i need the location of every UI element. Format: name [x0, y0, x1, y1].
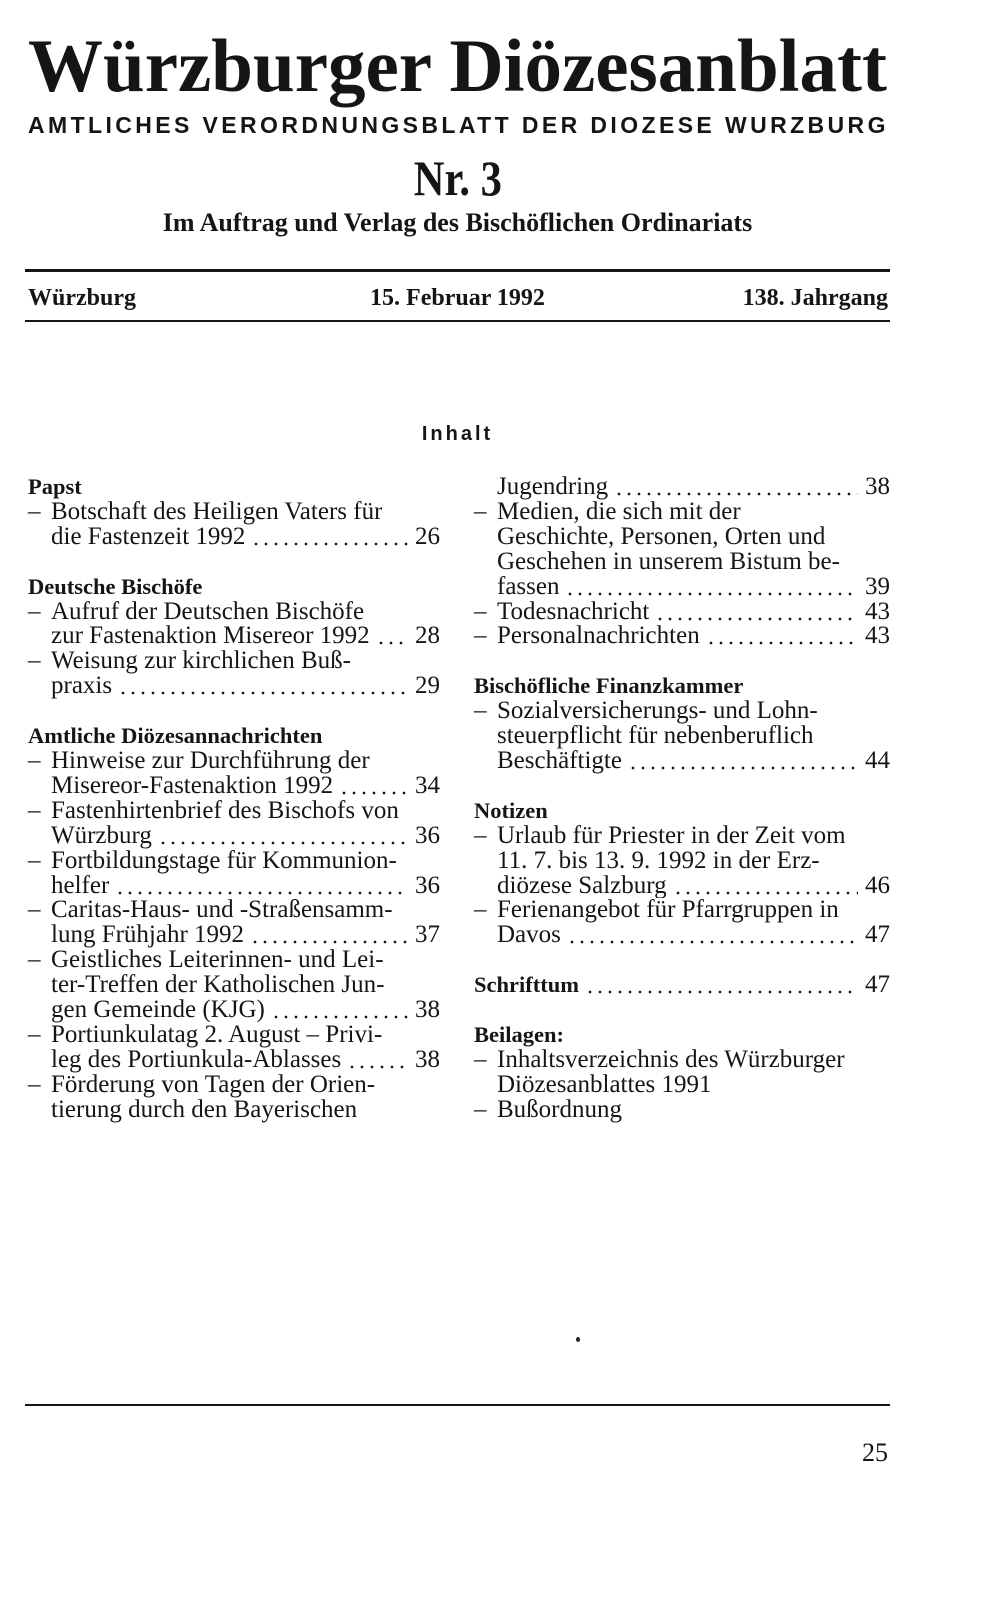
- dot-leader: [376, 624, 408, 649]
- toc-page-number: 28: [415, 622, 440, 650]
- toc-page-number: 46: [865, 871, 890, 899]
- toc-entry-line: [28, 674, 440, 699]
- toc-entry-line: [28, 846, 440, 874]
- toc-entry-line: [474, 746, 890, 774]
- dot-leader: [585, 973, 858, 998]
- toc-entry-text: zur Fastenaktion Misereor 1992: [51, 624, 370, 650]
- toc-entry-line: [474, 475, 890, 500]
- list-dash: –: [474, 896, 487, 924]
- toc-entry-text: Fortbildungstage für Kommunion-: [51, 848, 397, 874]
- toc-entry-text: Medien, die sich mit der: [497, 499, 741, 525]
- dateline-date: 15. Februar 1992: [370, 285, 545, 311]
- toc-entry-text: Geschichte, Personen, Orten und: [497, 524, 826, 550]
- toc-entry-line: [474, 923, 890, 948]
- toc-entry-text: Förderung von Tagen der Orien-: [51, 1072, 376, 1098]
- toc-page-number: 38: [415, 996, 440, 1024]
- toc-entry-line: [28, 898, 440, 923]
- list-dash: –: [474, 497, 487, 525]
- toc-entry-line: [474, 898, 890, 923]
- toc-entry-line: [28, 1098, 440, 1123]
- list-dash: –: [28, 497, 41, 525]
- header-rule-top: [25, 269, 890, 272]
- list-dash: –: [28, 846, 41, 874]
- toc-page-number: 44: [865, 746, 890, 774]
- toc-entry-text: leg des Portiunkula-Ablasses: [51, 1047, 342, 1073]
- toc-entry-line: [28, 973, 440, 998]
- toc-entry-text: fassen: [497, 574, 560, 600]
- toc-entry-text: Caritas-Haus- und -Straßensamm-: [51, 898, 393, 924]
- toc-entry-text: Inhaltsverzeichnis des Würzburger: [497, 1047, 845, 1073]
- dot-leader: [271, 998, 408, 1023]
- toc-entry-text: Geschehen in unserem Bistum be-: [497, 549, 840, 575]
- toc-entry-text: gen Gemeinde (KJG): [51, 998, 265, 1023]
- toc-entry-text: Jugendring: [497, 475, 609, 500]
- toc-section-heading: [474, 674, 890, 699]
- publication-subtitle: AMTLICHES VERORDNUNGSBLATT DER DIOZESE WURZBURG: [28, 112, 889, 138]
- dot-leader: [655, 600, 858, 625]
- toc-page-number: 29: [415, 672, 440, 700]
- toc-entry-line: [474, 1095, 890, 1123]
- toc-entry-text: Portiunkulatag 2. August – Privi-: [51, 1022, 383, 1048]
- toc-page-number: 43: [865, 622, 890, 650]
- toc-entry-line: [474, 849, 890, 874]
- toc-entry-line: [28, 497, 440, 525]
- dot-leader: [706, 624, 858, 649]
- toc-entry-text: steuerpflicht für nebenberuflich: [497, 724, 814, 749]
- toc-page-number: 36: [415, 821, 440, 849]
- toc-entry-text: Bußordnung: [497, 1097, 622, 1123]
- header-rule-bottom: [25, 320, 890, 322]
- dateline: [25, 286, 890, 310]
- toc-entry-text: 11. 7. bis 13. 9. 1992 in der Erz-: [497, 848, 820, 874]
- toc-section-heading: [474, 1023, 890, 1048]
- toc-entry-text: Geistliches Leiterinnen- und Lei-: [51, 948, 384, 974]
- toc-entry-text: Würzburg: [51, 823, 152, 849]
- toc-entry-line: [474, 497, 890, 525]
- toc-heading-text: Notizen: [474, 798, 548, 823]
- dateline-volume: 138. Jahrgang: [742, 285, 888, 311]
- issue-block: [25, 150, 890, 206]
- list-dash: –: [474, 821, 487, 849]
- toc-entry-text: Davos: [497, 923, 561, 949]
- toc-heading-text: Deutsche Bischöfe: [28, 574, 203, 599]
- toc-entry-text: praxis: [51, 674, 113, 700]
- toc-entry-text: lung Frühjahr 1992: [51, 923, 245, 949]
- toc-entry-line: [474, 572, 890, 600]
- dot-leader: [251, 525, 408, 550]
- toc-entry-text: Weisung zur kirchlichen Buß-: [51, 649, 351, 675]
- toc-page-number: 47: [865, 921, 890, 949]
- toc-page-number: 38: [415, 1045, 440, 1073]
- toc-entry-text: Botschaft des Heiligen Vaters für: [51, 499, 383, 525]
- toc-entry-text: Fastenhirtenbrief des Bischofs von: [51, 798, 399, 824]
- toc-entry-line: [474, 699, 890, 724]
- toc-entry-line: [474, 724, 890, 749]
- dot-leader: [567, 923, 858, 948]
- list-dash: –: [474, 622, 487, 650]
- dot-leader: [673, 874, 858, 899]
- toc-entry-line: [28, 948, 440, 973]
- toc-entry-line: [474, 1073, 890, 1098]
- dot-leader: [339, 774, 408, 799]
- toc-entry-text: helfer: [51, 873, 110, 899]
- toc-entry-line: [474, 624, 890, 649]
- toc-entry-line: [28, 746, 440, 774]
- toc-heading-text: Beilagen:: [474, 1022, 564, 1047]
- toc-heading-text: Schrifttum: [474, 973, 579, 998]
- footer-rule: [25, 1404, 890, 1406]
- dot-leader: [347, 1048, 408, 1073]
- toc-entry-text: ter-Treffen der Katholischen Jun-: [51, 973, 385, 999]
- list-dash: –: [474, 1095, 487, 1123]
- toc-column-right: [474, 475, 890, 1123]
- dateline-place: Würzburg: [28, 285, 136, 311]
- toc-page-number: 47: [865, 971, 890, 999]
- toc-entry-line: [28, 923, 440, 948]
- toc-entry-line: [28, 1045, 440, 1073]
- toc-entry-line: [474, 550, 890, 575]
- toc-entry-text: Aufruf der Deutschen Bischöfe: [51, 599, 365, 625]
- list-dash: –: [28, 796, 41, 824]
- dot-leader: [118, 674, 408, 699]
- publisher-line: Im Auftrag und Verlag des Bischöflichen Ordinariats: [162, 208, 753, 237]
- list-dash: –: [28, 647, 41, 675]
- toc-entry-line: [474, 821, 890, 849]
- list-dash: –: [474, 597, 487, 625]
- dot-leader: [115, 874, 408, 899]
- toc-entry-text: Misereor-Fastenaktion 1992: [51, 773, 334, 799]
- toc-entry-line: [28, 771, 440, 799]
- toc-entry-line: [474, 525, 890, 550]
- toc-entry-text: tierung durch den Bayerischen: [51, 1097, 358, 1123]
- toc-page-number: 36: [415, 871, 440, 899]
- page-number: 25: [862, 1438, 888, 1467]
- toc-entry-line: [474, 1045, 890, 1073]
- toc-heading-text: Papst: [28, 475, 82, 499]
- toc-page-number: 39: [865, 572, 890, 600]
- list-dash: –: [474, 697, 487, 725]
- toc-page-number: 26: [415, 522, 440, 550]
- list-dash: –: [28, 746, 41, 774]
- toc-page-number: 38: [865, 473, 890, 500]
- toc-section-heading: [474, 973, 890, 998]
- dot-leader: [628, 749, 858, 774]
- dot-leader: [614, 475, 858, 500]
- toc-section-heading: [28, 575, 440, 600]
- toc-entry-line: [28, 821, 440, 849]
- publication-title: Würzburger Diözesanblatt: [28, 25, 887, 108]
- toc-entry-line: [474, 871, 890, 899]
- list-dash: –: [28, 896, 41, 924]
- toc-entry-line: [28, 1020, 440, 1048]
- toc-entry-text: diözese Salzburg: [497, 873, 667, 899]
- toc-section-heading: [474, 799, 890, 824]
- toc-entry-line: [28, 624, 440, 649]
- toc-entry-text: Personalnachrichten: [497, 624, 700, 650]
- toc-entry-line: [28, 597, 440, 625]
- dot-leader: [250, 923, 408, 948]
- toc-heading-text: Bischöfliche Finanzkammer: [474, 674, 744, 699]
- dot-leader: [565, 575, 858, 600]
- toc-entry-text: Beschäftigte: [497, 748, 622, 774]
- toc-entry-text: Todesnachricht: [497, 599, 650, 625]
- list-dash: –: [474, 1045, 487, 1073]
- toc-section-heading: [28, 724, 440, 749]
- toc-entry-line: [28, 871, 440, 899]
- issue-number: Nr. 3: [413, 150, 502, 206]
- toc-entry-line: [28, 649, 440, 674]
- toc-entry-line: [474, 597, 890, 625]
- toc-entry-text: Urlaub für Priester in der Zeit vom: [497, 823, 846, 849]
- list-dash: –: [28, 1020, 41, 1048]
- toc-entry-text: die Fastenzeit 1992: [51, 524, 246, 550]
- dot-leader: [158, 824, 408, 849]
- toc-section-heading: [28, 475, 440, 500]
- toc-entry-text: Ferienangebot für Pfarrgruppen in: [497, 898, 839, 924]
- toc-entry-line: [28, 522, 440, 550]
- toc-page-number: 43: [865, 597, 890, 625]
- toc-entry-text: Hinweise zur Durchführung der: [51, 748, 370, 774]
- toc-entry-line: [28, 998, 440, 1023]
- list-dash: –: [28, 597, 41, 625]
- toc-entry-line: [28, 1070, 440, 1098]
- toc-page-number: 37: [415, 921, 440, 949]
- toc-column-left: [28, 475, 440, 1123]
- list-dash: –: [28, 1070, 41, 1098]
- toc-entry-text: Sozialversicherungs- und Lohn-: [497, 699, 818, 725]
- toc-heading-text: Amtliche Diözesannachrichten: [28, 724, 323, 749]
- contents-heading: Inhalt: [421, 423, 494, 445]
- toc-entry-line: [28, 796, 440, 824]
- toc-entry-text: Diözesanblattes 1991: [497, 1072, 712, 1098]
- list-dash: –: [28, 946, 41, 974]
- scan-speck: [576, 1337, 580, 1342]
- toc-page-number: 34: [415, 771, 440, 799]
